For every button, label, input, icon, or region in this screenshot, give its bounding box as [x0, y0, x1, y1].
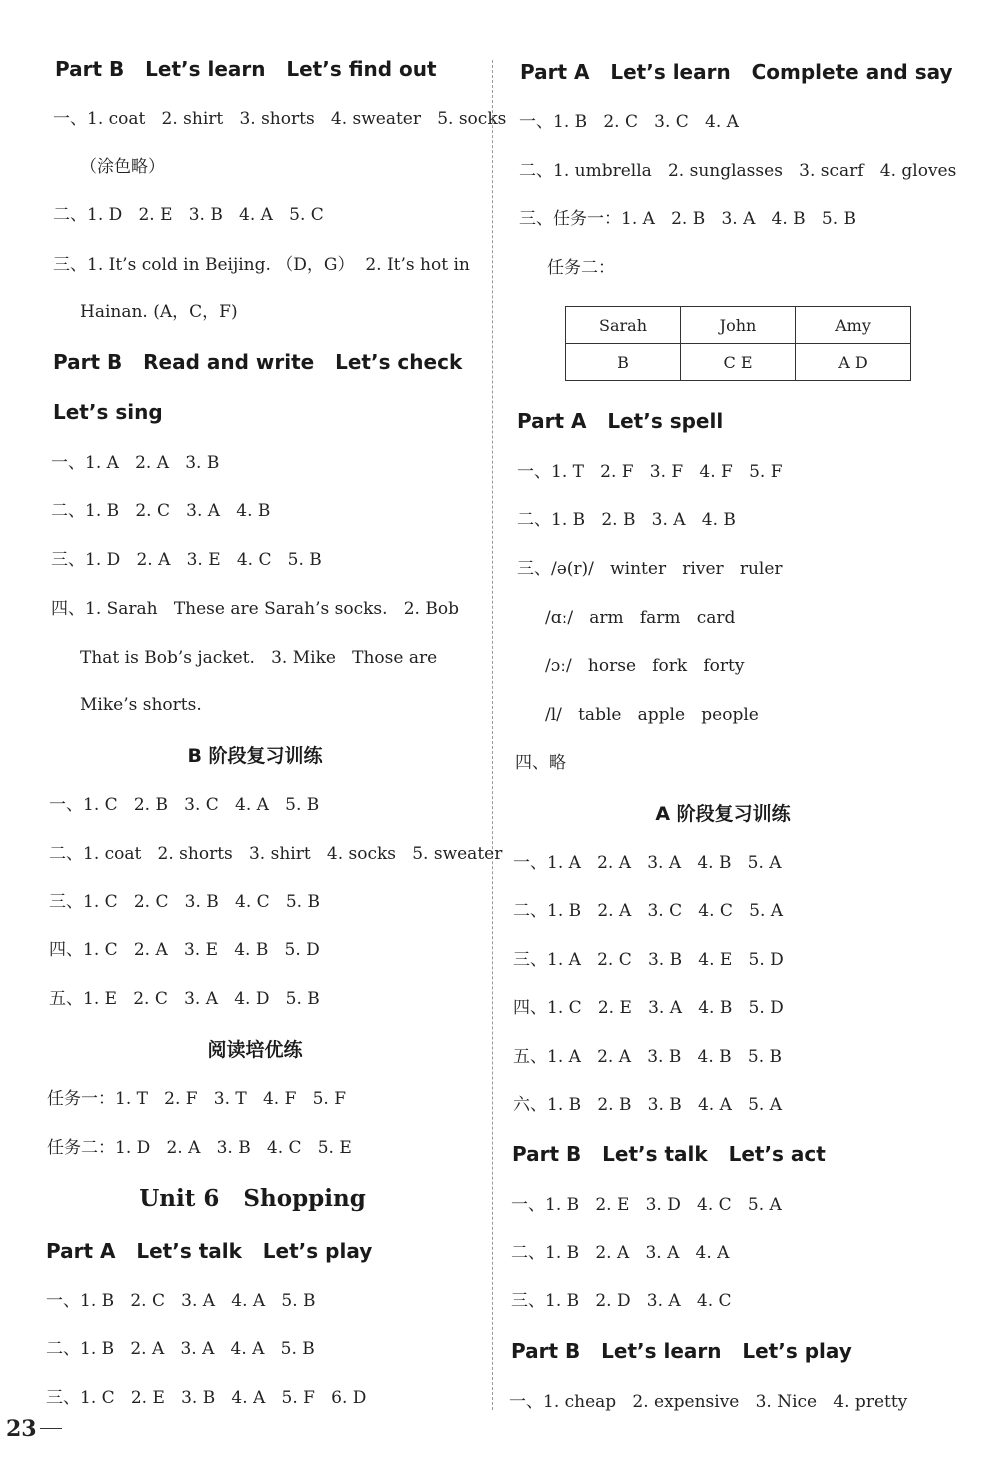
- answer-line: Hainan. (A，C，F): [80, 302, 238, 322]
- answer-line: 一、1. T 2. F 3. F 4. F 5. F: [517, 462, 783, 482]
- table-cell: C E: [681, 344, 796, 381]
- answer-line: 四、略: [515, 753, 566, 773]
- answer-line: 三、/ə(r)/ winter river ruler: [517, 559, 783, 579]
- answer-line: 一、1. C 2. B 3. C 4. A 5. B: [49, 795, 320, 815]
- answer-line: 一、1. A 2. A 3. A 4. B 5. A: [513, 853, 782, 873]
- answer-line: 四、1. C 2. A 3. E 4. B 5. D: [49, 940, 320, 960]
- section-heading: 阅读培优练: [207, 1039, 303, 1061]
- section-heading: Part B Let’s learn Let’s find out: [55, 57, 437, 81]
- answer-line: 二、1. B 2. A 3. C 4. C 5. A: [513, 901, 784, 921]
- answer-line: 六、1. B 2. B 3. B 4. A 5. A: [513, 1095, 782, 1115]
- table-row: [566, 307, 911, 344]
- answer-line: 三、任务一：1. A 2. B 3. A 4. B 5. B: [519, 209, 856, 229]
- answer-line: 四、1. C 2. E 3. A 4. B 5. D: [513, 998, 784, 1018]
- answer-line: 三、1. A 2. C 3. B 4. E 5. D: [513, 950, 784, 970]
- table-cell: Amy: [796, 307, 911, 344]
- answer-line: 一、1. B 2. C 3. A 4. A 5. B: [46, 1291, 316, 1311]
- page-number: 23: [6, 1416, 37, 1442]
- answer-line: 任务二：: [547, 258, 615, 278]
- section-heading: A 阶段复习训练: [655, 803, 791, 825]
- answer-line: /l/ table apple people: [545, 705, 759, 725]
- answer-line: 五、1. E 2. C 3. A 4. D 5. B: [49, 989, 320, 1009]
- section-heading: Part B Let’s talk Let’s act: [512, 1142, 826, 1166]
- table-row: [566, 344, 911, 381]
- answer-line: 一、1. B 2. C 3. C 4. A: [519, 112, 739, 132]
- table-cell: John: [681, 307, 796, 344]
- answer-line: 三、1. It’s cold in Beijing. （D，G） 2. It’s hot in: [53, 255, 470, 275]
- answer-line: 四、1. Sarah These are Sarah’s socks. 2. Bob: [51, 599, 459, 619]
- answer-line: 二、1. B 2. B 3. A 4. B: [517, 510, 736, 530]
- unit-title: Unit 6 Shopping: [139, 1185, 366, 1212]
- answer-line: /ɔː/ horse fork forty: [545, 656, 745, 676]
- answer-line: 二、1. umbrella 2. sunglasses 3. scarf 4. gloves: [519, 161, 957, 181]
- answer-line: 三、1. D 2. A 3. E 4. C 5. B: [51, 550, 322, 570]
- answer-line: 一、1. A 2. A 3. B: [51, 453, 220, 473]
- section-heading: Part A Let’s learn Complete and say: [520, 60, 953, 84]
- answer-line: 五、1. A 2. A 3. B 4. B 5. B: [513, 1047, 782, 1067]
- answer-line: /ɑː/ arm farm card: [545, 608, 736, 628]
- table-cell: Sarah: [566, 307, 681, 344]
- answer-line: 三、1. B 2. D 3. A 4. C: [511, 1291, 732, 1311]
- page-number-rule: [40, 1428, 62, 1429]
- answer-line: 一、1. coat 2. shirt 3. shorts 4. sweater 5. socks: [53, 109, 507, 129]
- answer-line: 二、1. B 2. A 3. A 4. A: [511, 1243, 730, 1263]
- answer-line: 一、1. B 2. E 3. D 4. C 5. A: [511, 1195, 782, 1215]
- answer-line: That is Bob’s jacket. 3. Mike Those are: [80, 648, 438, 668]
- section-heading: Part B Read and write Let’s check: [53, 350, 463, 374]
- answer-line: 二、1. D 2. E 3. B 4. A 5. C: [53, 205, 324, 225]
- answer-table: [565, 306, 911, 381]
- answer-line: 二、1. B 2. A 3. A 4. A 5. B: [46, 1339, 315, 1359]
- answer-line: 任务一：1. T 2. F 3. T 4. F 5. F: [47, 1089, 347, 1109]
- answer-line: 三、1. C 2. E 3. B 4. A 5. F 6. D: [46, 1388, 367, 1408]
- table-cell: B: [566, 344, 681, 381]
- section-heading: Part A Let’s spell: [517, 409, 724, 433]
- answer-line: 三、1. C 2. C 3. B 4. C 5. B: [49, 892, 320, 912]
- section-heading: B 阶段复习训练: [187, 745, 323, 767]
- answer-line: 任务二：1. D 2. A 3. B 4. C 5. E: [47, 1138, 352, 1158]
- table-cell: A D: [796, 344, 911, 381]
- answer-line: 二、1. B 2. C 3. A 4. B: [51, 501, 271, 521]
- answer-line: Mike’s shorts.: [80, 695, 202, 715]
- answer-line: （涂色略）: [80, 157, 165, 177]
- section-heading: Part B Let’s learn Let’s play: [511, 1339, 852, 1363]
- section-heading: Part A Let’s talk Let’s play: [46, 1239, 373, 1263]
- answer-line: 一、1. cheap 2. expensive 3. Nice 4. pretty: [509, 1392, 908, 1412]
- answer-line: 二、1. coat 2. shorts 3. shirt 4. socks 5. sweater: [49, 844, 503, 864]
- section-heading: Let’s sing: [53, 400, 163, 424]
